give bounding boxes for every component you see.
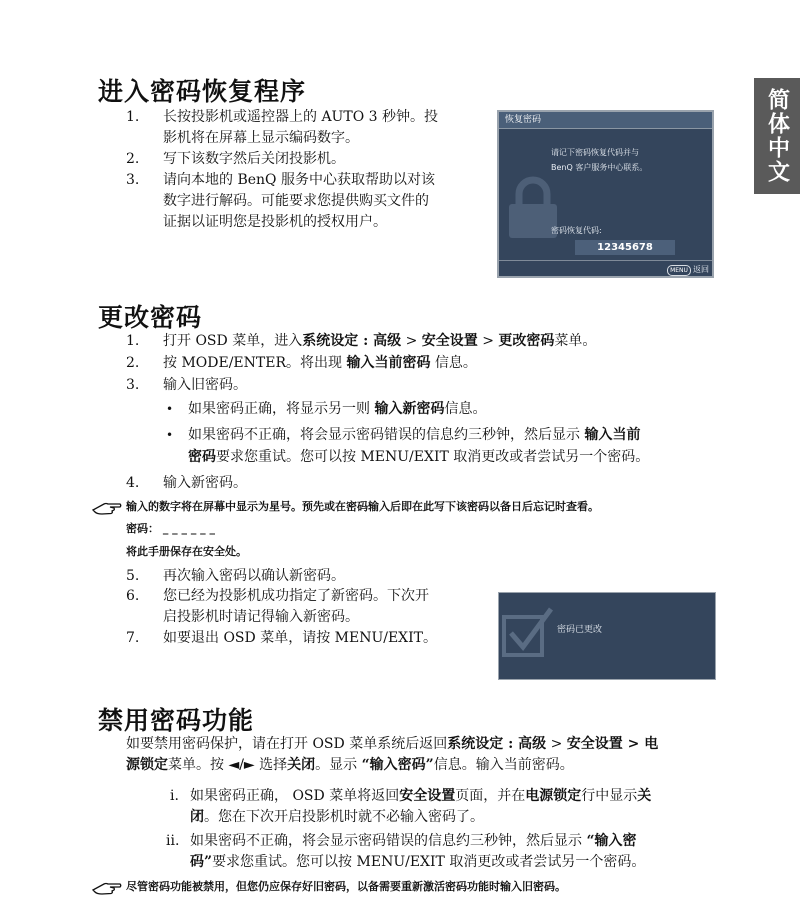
bullet: •	[166, 402, 174, 416]
bullet-text: 密码要求您重试。您可以按 MENU/EXIT 取消更改或者尝试另一个密码。	[188, 449, 650, 465]
list-number: 3.	[126, 172, 140, 188]
list-number: 3.	[126, 377, 140, 393]
list-number: ii.	[166, 833, 180, 849]
section-title-disable-password: 禁用密码功能	[98, 706, 255, 735]
list-item-text: 再次输入密码以确认新密码。	[163, 568, 345, 584]
list-item-text: 长按投影机或遥控器上的 AUTO 3 秒钟。投	[163, 109, 438, 125]
osd-message-line: 请记下密码恢复代码并与	[551, 148, 639, 157]
osd-recall-password-screenshot	[497, 110, 714, 278]
list-number: 1.	[126, 109, 140, 125]
osd-message-line: BenQ 客户服务中心联系。	[551, 163, 648, 172]
osd-password-changed-screenshot	[498, 592, 716, 680]
list-item-text: 如果密码不正确，将会显示密码错误的信息约三秒钟，然后显示 “输入密	[190, 833, 637, 849]
section-title-change-password: 更改密码	[98, 303, 203, 332]
list-number: 7.	[126, 630, 140, 646]
section-title-password-recall: 进入密码恢复程序	[98, 77, 307, 106]
list-item-text: 您已经为投影机成功指定了新密码。下次开	[163, 588, 429, 604]
language-tab: 简体中文	[754, 78, 800, 194]
note-text: 输入的数字将在屏幕中显示为星号。预先或在密码输入后即在此写下该密码以备日后忘记时查看。	[126, 500, 599, 513]
osd-title: 恢复密码	[499, 112, 712, 129]
list-number: 6.	[126, 588, 140, 604]
list-item-text: 启投影机时请记得输入新密码。	[163, 609, 359, 625]
list-number: i.	[170, 788, 179, 804]
list-item-text: 写下该数字然后关闭投影机。	[163, 151, 345, 167]
list-number: 5.	[126, 568, 140, 584]
list-item-text: 按 MODE/ENTER。将出现 输入当前密码 信息。	[163, 355, 477, 371]
list-item-text: 影机将在屏幕上显示编码数字。	[163, 130, 359, 146]
osd-back-label: 返回	[693, 265, 709, 274]
list-number: 2.	[126, 151, 140, 167]
list-item-text: 如要退出 OSD 菜单，请按 MENU/EXIT。	[163, 630, 438, 646]
list-item-text: 输入新密码。	[163, 475, 247, 491]
paragraph-line: 源锁定菜单。按 ◄/► 选择关闭。显示 “输入密码”信息。输入当前密码。	[126, 757, 574, 773]
checkmark-icon	[501, 603, 555, 663]
bullet-text: 如果密码正确，将显示另一则 输入新密码信息。	[188, 401, 487, 417]
bullet-text: 如果密码不正确，将会显示密码错误的信息约三秒钟，然后显示 输入当前	[188, 427, 641, 443]
osd-divider	[499, 260, 712, 261]
list-number: 2.	[126, 355, 140, 371]
list-number: 4.	[126, 475, 140, 491]
list-item-text: 码”要求您重试。您可以按 MENU/EXIT 取消更改或者尝试另一个密码。	[190, 854, 646, 870]
osd-code-label: 密码恢复代码:	[551, 226, 602, 235]
osd-menu-button: MENU	[667, 265, 691, 276]
list-item-text: 请向本地的 BenQ 服务中心获取帮助以对该	[163, 172, 435, 188]
list-item-text: 打开 OSD 菜单，进入系统设定 : 高级 > 安全设置 > 更改密码菜单。	[163, 333, 597, 349]
note-text: 尽管密码功能被禁用，但您仍应保存好旧密码，以备需要重新激活密码功能时输入旧密码。	[126, 880, 566, 893]
pointing-hand-icon	[92, 500, 122, 516]
pointing-hand-icon	[92, 880, 122, 896]
bullet: •	[166, 428, 174, 442]
osd-message: 密码已更改	[557, 625, 603, 635]
list-item-text: 数字进行解码。可能要求您提供购买文件的	[163, 193, 429, 209]
osd-recall-code: 12345678	[575, 240, 675, 255]
list-item-text: 证据以证明您是投影机的授权用户。	[163, 214, 387, 230]
list-item-text: 输入旧密码。	[163, 377, 247, 393]
list-item-text: 如果密码正确， OSD 菜单将返回安全设置页面，并在电源锁定行中显示关	[190, 788, 652, 804]
paragraph-line: 如要禁用密码保护，请在打开 OSD 菜单系统后返回系统设定 : 高级 > 安全设置 > 电	[126, 736, 659, 752]
list-number: 1.	[126, 333, 140, 349]
list-item-text: 闭。您在下次开启投影机时就不必输入密码了。	[190, 809, 484, 825]
password-record: 密码： _ _ _ _ _ _	[126, 522, 215, 535]
keep-manual-note: 将此手册保存在安全处。	[126, 545, 247, 558]
